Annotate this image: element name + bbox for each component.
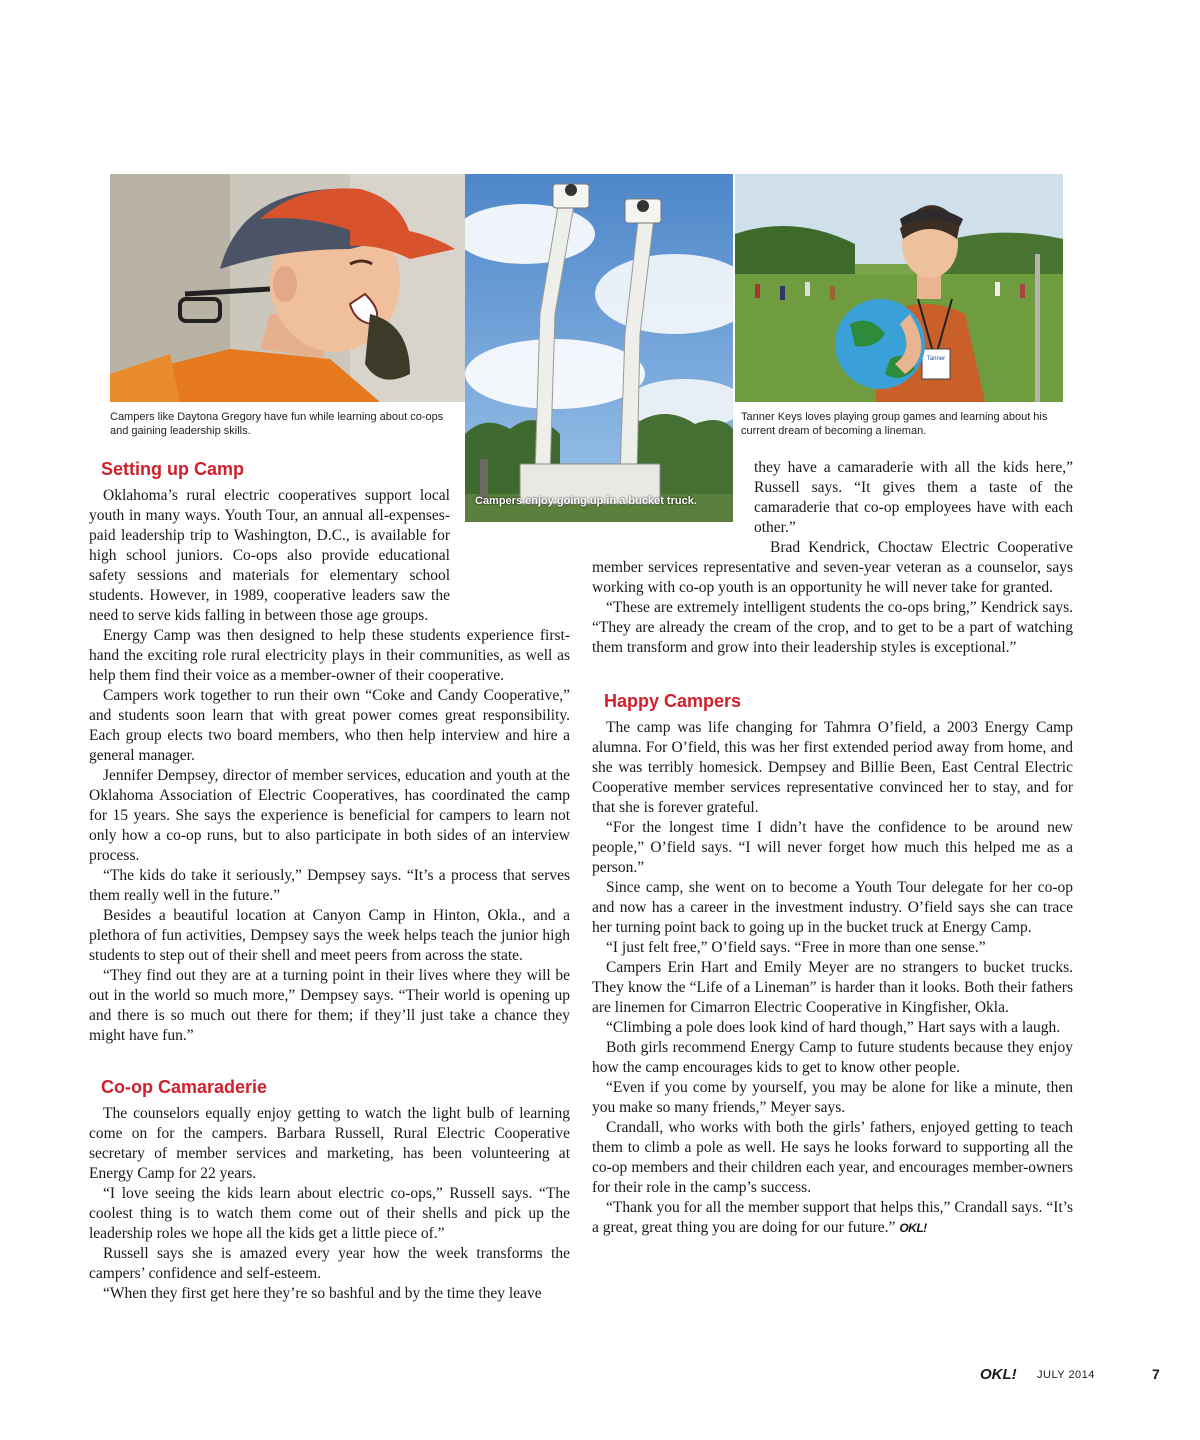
paragraph: “For the longest time I didn’t have the confidence to be around new people,” O’field says. “I will never forget how much this helped me as a person.” [592, 819, 1073, 876]
paragraph: The counselors equally enjoy getting to watch the light bulb of learning come on for the campers. Barbara Russell, Rural Electric Cooperative secretary of member services and marketing, has been volunteering at Energy Camp for 22 years. [89, 1105, 570, 1182]
column-right [592, 538, 1073, 1238]
heading-setting-up-camp: Setting up Camp [101, 459, 244, 479]
footer-logo: OKL! [980, 1366, 1017, 1383]
paragraph: “When they first get here they’re so bashful and by the time they leave [103, 1285, 542, 1302]
column-left [89, 458, 570, 1304]
paragraph: Brad Kendrick, Choctaw Electric Cooperative member services representative and seven-year veteran as a counselor, says working with co-op youth is an opportunity he will never take for granted. [592, 539, 1073, 596]
paragraph: “Climbing a pole does look kind of hard though,” Hart says with a laugh. [606, 1019, 1061, 1036]
caption-left: Campers like Daytona Gregory have fun while learning about co-ops and gaining leadership skills. [110, 411, 444, 437]
paragraph: “They find out they are at a turning point in their lives where they will be out in the world so much more,” Dempsey says. “Their world is opening up and there is so much out there for them; if they’ll just take a chance they might have fun.” [89, 967, 570, 1044]
paragraph: “These are extremely intelligent students the co-ops bring,” Kendrick says. “They are already the cream of the crop, and to get to be a part of watching them transform and grow into their leadership styles is exceptional.” [592, 599, 1073, 656]
photo-tanner-keys [735, 174, 1063, 402]
photo-daytona-gregory [110, 174, 465, 402]
paragraph: “I just felt free,” O’field says. “Free in more than one sense.” [606, 939, 986, 956]
heading-happy-campers: Happy Campers [604, 691, 742, 711]
paragraph-final [592, 1198, 1073, 1238]
paragraph: “I love seeing the kids learn about electric co-ops,” Russell says. “The coolest thing is to watch them come out of their shells and pick up the leadership roles we hope all the kids get a little piece of.” [89, 1185, 570, 1242]
badge-label: Tanner [926, 356, 946, 362]
footer-date: JULY 2014 [1037, 1369, 1095, 1381]
paragraph: Crandall, who works with both the girls’ fathers, enjoyed getting to teach them to climb a pole as well. He says he looks forward to supporting all the co-op members and their children each year, and encourages member-owners for their role in the camp’s success. [592, 1119, 1073, 1196]
paragraph: they have a camaraderie with all the kids here,” Russell says. “It gives them a taste of the camaraderie that co-op employees have with each other.” [754, 459, 1073, 536]
paragraph: Energy Camp was then designed to help these students experience first-hand the exciting role rural electricity plays in their communities, as well as help them find their voice as a member-owner of their cooperative. [89, 627, 570, 684]
paragraph: “The kids do take it seriously,” Dempsey says. “It’s a process that serves them really well in the future.” [89, 867, 570, 904]
paragraph: Both girls recommend Energy Camp to future students because they enjoy how the camp encourages kids to get to know other people. [592, 1039, 1073, 1076]
final-quote: “Thank you for all the member support that helps this,” Crandall says. “It’s a great, great thing you are doing for our future.” [592, 1199, 1073, 1236]
paragraph: Campers work together to run their own “Coke and Candy Cooperative,” and students soon learn that with great power comes great responsibility. Each group elects two board members, who then help interview and hire a general manager. [89, 687, 570, 764]
end-mark-logo: OKL! [899, 1221, 927, 1235]
paragraph: Russell says she is amazed every year how the week transforms the campers’ confidence and self-esteem. [89, 1245, 570, 1282]
paragraph: The camp was life changing for Tahmra O’field, a 2003 Energy Camp alumna. For O’field, this was her first extended period away from home, and she was terribly homesick. Dempsey and Billie Been, East Central Electric Cooperative member services representative convinced her to stay, and for that she is forever grateful. [592, 719, 1073, 816]
paragraph: Besides a beautiful location at Canyon Camp in Hinton, Okla., and a plethora of fun activities, Dempsey says the week helps teach the junior high students to step out of their shell and meet peers from across the state. [89, 907, 570, 964]
paragraph: Oklahoma’s rural electric cooperatives support local youth in many ways. Youth Tour, an annual all-expenses-paid leadership trip to Washington, D.C., is available for high school juniors. Co-ops also provide educational safety sessions and materials for elementary school students. However, in 1989, cooperative leaders saw the need to serve kids falling in between those age groups. [89, 487, 450, 624]
paragraph: Jennifer Dempsey, director of member services, education and youth at the Oklahoma Association of Electric Cooperatives, has coordinated the camp for 15 years. She says the experience is beneficial for campers to learn not only how a co-op runs, but to also participate in both sides of an interview process. [89, 767, 570, 864]
page-number: 7 [1152, 1366, 1160, 1382]
caption-right: Tanner Keys loves playing group games and learning about his current dream of becoming a lineman. [741, 411, 1048, 437]
paragraph: “Even if you come by yourself, you may be alone for like a minute, then you make so many friends,” Meyer says. [592, 1079, 1073, 1116]
heading-coop-camaraderie: Co-op Camaraderie [101, 1077, 268, 1097]
caption-middle: Campers enjoy going up in a bucket truck. [475, 495, 697, 507]
column-right-top-narrow [754, 458, 1073, 538]
paragraph: Campers Erin Hart and Emily Meyer are no strangers to bucket trucks. They know the “Life of a Lineman” is harder than it looks. Both their fathers are linemen for Cimarron Electric Cooperative in Kingfisher, Okla. [592, 959, 1073, 1016]
paragraph: Since camp, she went on to become a Youth Tour delegate for her co-op and now has a career in the investment industry. O’field says she can trace her turning point back to going up in the bucket truck at Energy Camp. [592, 879, 1073, 936]
